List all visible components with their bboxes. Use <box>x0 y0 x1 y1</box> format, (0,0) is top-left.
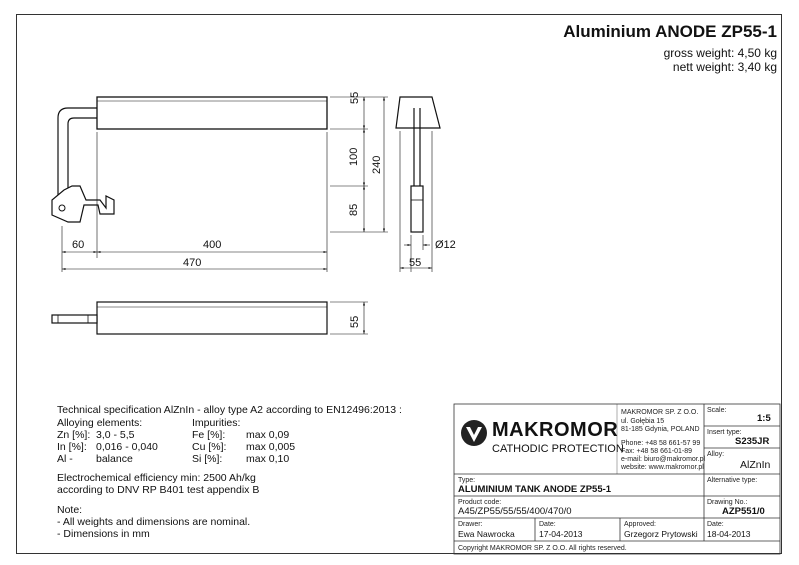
dim-240: 240 <box>371 155 383 174</box>
spec-impurity: Fe [%]: <box>192 429 226 441</box>
alloying-label: Alloying elements: <box>57 417 143 429</box>
type-label: Type: <box>458 477 476 484</box>
dim-55-side: 55 <box>409 257 422 269</box>
anode-body-side <box>396 97 440 128</box>
dim-470: 470 <box>183 257 202 269</box>
clamp-side <box>411 186 423 232</box>
spec-impurity-value: max 0,10 <box>246 453 290 465</box>
spec-element: In [%]: <box>57 441 87 453</box>
dim-diameter-12: Ø12 <box>435 239 456 251</box>
alternative-type-label: Alternative type: <box>707 477 758 484</box>
spec-value: 0,016 - 0,040 <box>96 441 158 453</box>
alloy-value: AlZnIn <box>740 459 771 471</box>
insert-type-value: S235JR <box>735 436 770 447</box>
dim-55-bottom: 55 <box>349 315 361 328</box>
copyright: Copyright MAKROMOR SP. Z O.O. All rights reserved. <box>458 545 627 552</box>
company-logo-text: MAKROMOR <box>492 419 619 441</box>
drawing-no-label: Drawing No.: <box>707 499 748 506</box>
date-label: Date: <box>539 521 556 528</box>
efficiency-line-2: according to DNV RP B401 test appendix B <box>57 484 260 496</box>
company-address-1: ul. Gołębia 15 <box>621 418 665 425</box>
dim-100: 100 <box>348 147 360 166</box>
note-1: - All weights and dimensions are nominal. <box>57 516 251 528</box>
spec-title: Technical specification AlZnIn - alloy type A2 according to EN12496:2013 : <box>57 404 402 416</box>
anode-body-front <box>97 97 327 129</box>
note-2: - Dimensions in mm <box>57 528 150 540</box>
date-value: 17-04-2013 <box>539 529 583 539</box>
spec-impurity: Cu [%]: <box>192 441 227 453</box>
clamp-front <box>52 186 114 222</box>
company-fax: Fax: +48 58 661-01-89 <box>621 448 693 455</box>
product-code-label: Product code: <box>458 499 502 506</box>
scale-value: 1:5 <box>757 413 771 424</box>
company-phone: Phone: +48 58 661-57 99 <box>621 440 701 447</box>
note-title: Note: <box>57 504 83 516</box>
front-view <box>52 97 327 222</box>
drawer-value: Ewa Nawrocka <box>458 529 515 539</box>
drawer-label: Drawer: <box>458 521 483 528</box>
approved-value: Grzegorz Prytowski <box>624 529 698 539</box>
spec-impurity-value: max 0,09 <box>246 429 290 441</box>
spec-impurity: Si [%]: <box>192 453 223 465</box>
company-address-2: 81-185 Gdynia, POLAND <box>621 426 700 433</box>
spec-value: 3,0 - 5,5 <box>96 429 135 441</box>
company-website: website: www.makromor.pl <box>621 464 704 471</box>
spec-impurity-value: max 0,005 <box>246 441 296 453</box>
dim-60: 60 <box>72 239 85 251</box>
scale-label: Scale: <box>707 407 727 414</box>
impurities-label: Impurities: <box>192 417 241 429</box>
dim-85: 85 <box>348 203 360 216</box>
dim-400: 400 <box>203 239 222 251</box>
date-value: 18-04-2013 <box>707 529 751 539</box>
side-view <box>396 97 440 232</box>
date-label: Date: <box>707 521 724 528</box>
company-name: MAKROMOR SP. Z O.O. <box>621 409 699 416</box>
product-code-value: A45/ZP55/55/55/400/470/0 <box>458 506 572 517</box>
insert-type-label: Insert type: <box>707 429 742 436</box>
company-email: e-mail: biuro@makromor.pl <box>621 456 706 463</box>
nett-weight: nett weight: 3,40 kg <box>672 60 777 74</box>
efficiency-line-1: Electrochemical efficiency min: 2500 Ah/kg <box>57 472 256 484</box>
drawing-no-value: AZP551/0 <box>722 506 765 517</box>
gross-weight: gross weight: 4,50 kg <box>663 46 777 60</box>
drawing-title: Aluminium ANODE ZP55-1 <box>563 22 777 41</box>
spec-element: Zn [%]: <box>57 429 91 441</box>
dim-55-top: 55 <box>349 91 361 104</box>
steel-insert-top <box>52 315 97 323</box>
company-logo-subtitle: CATHODIC PROTECTION <box>492 443 624 455</box>
alloy-label: Alloy: <box>707 451 725 458</box>
type-value: ALUMINIUM TANK ANODE ZP55-1 <box>458 484 612 495</box>
makromor-logo-icon <box>461 420 487 446</box>
spec-value: balance <box>96 453 133 465</box>
approved-label: Approved: <box>624 521 656 528</box>
spec-element: Al - <box>57 453 73 465</box>
top-view <box>52 302 327 334</box>
